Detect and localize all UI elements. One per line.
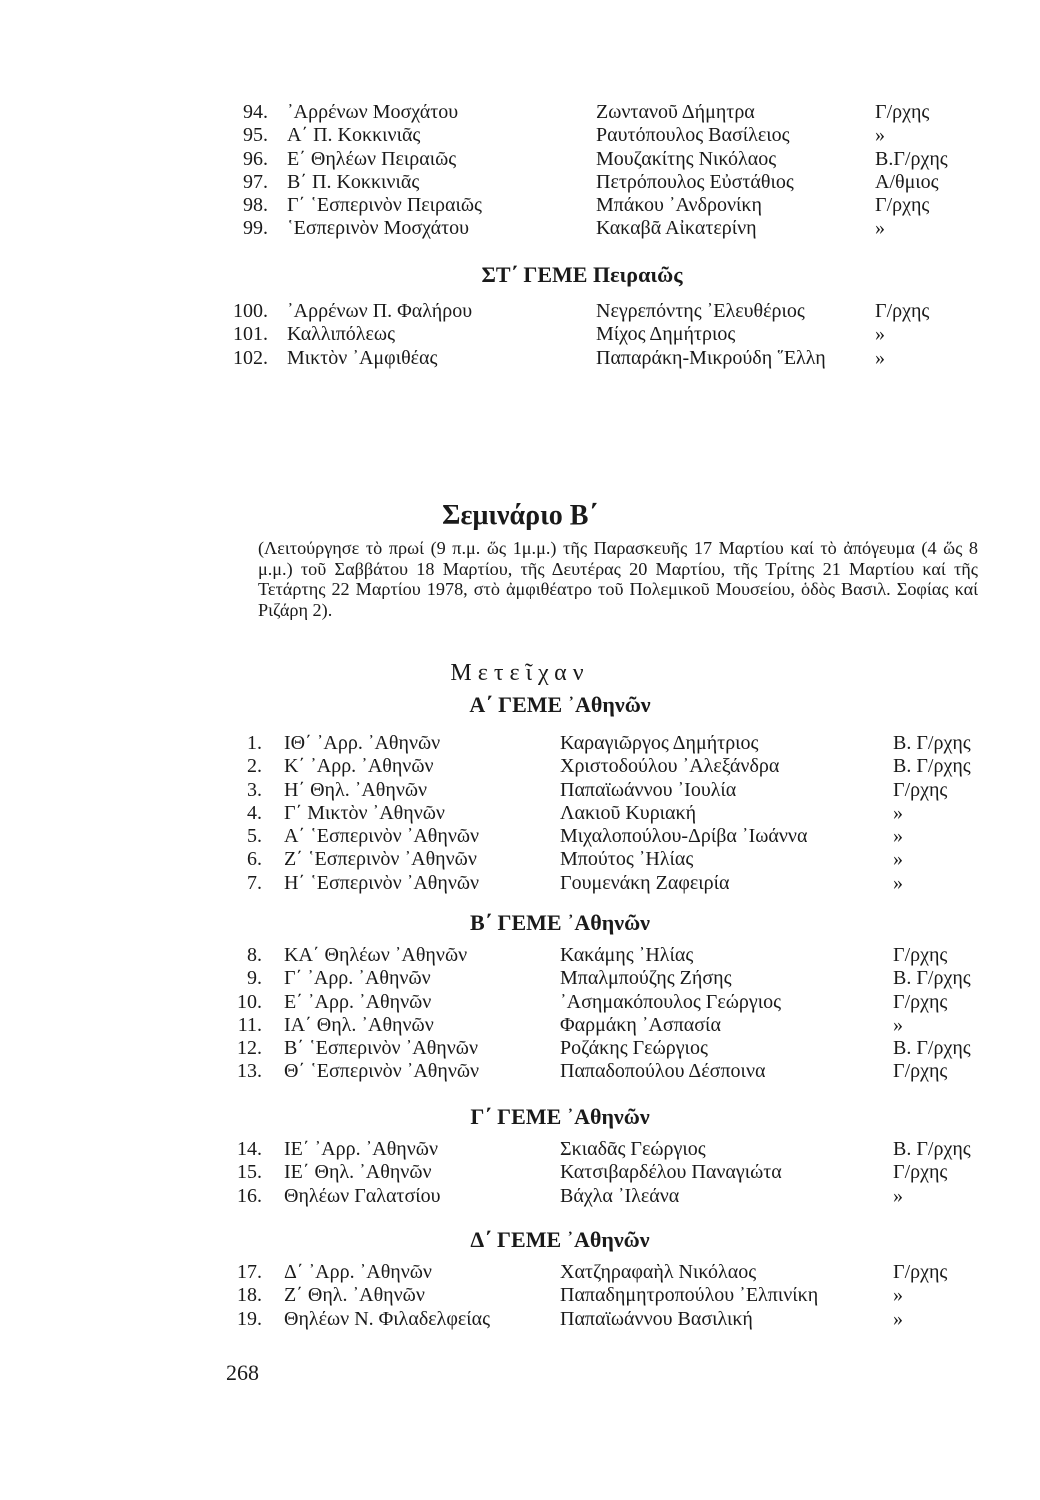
list-row: [0, 323, 1040, 346]
person-name: Ζωντανοῦ Δήμητρα: [596, 101, 755, 123]
entry-number: 15.: [237, 1161, 262, 1184]
entry-number: 99.: [243, 217, 268, 240]
section-heading-c-geme: Γ΄ ΓΕΜΕ ᾿Αθηνῶν: [470, 1104, 650, 1129]
person-name: Κατσιβαρδέλου Παναγιώτα: [560, 1161, 782, 1184]
entry-number: 9.: [247, 967, 262, 990]
entry-number: 2.: [247, 755, 262, 778]
role-title: »: [893, 825, 903, 848]
list-row: [0, 347, 1040, 370]
school-name: Γ΄ ᾿Αρρ. ᾿Αθηνῶν: [284, 967, 431, 990]
section-heading-st-geme: ΣΤ΄ ΓΕΜΕ Πειραιῶς: [481, 262, 683, 287]
entry-number: 7.: [247, 871, 262, 894]
entry-number: 96.: [243, 147, 268, 170]
entry-number: 13.: [237, 1060, 262, 1083]
list-row: [0, 802, 1040, 825]
role-title: Γ/ρχης: [875, 101, 930, 123]
person-name: Μίχος Δημήτριος: [596, 323, 736, 346]
list-row: [0, 755, 1040, 778]
person-name: ᾿Ασημακόπουλος Γεώργιος: [560, 990, 782, 1013]
entry-number: 18.: [237, 1284, 262, 1307]
school-name: Α΄ ῾Εσπερινὸν ᾿Αθηνῶν: [284, 825, 480, 848]
list-row: [0, 217, 1040, 240]
school-name: Β΄ Π. Κοκκινιᾶς: [287, 170, 420, 193]
role-title: Γ/ρχης: [893, 944, 948, 966]
entry-number: 1.: [247, 732, 262, 754]
person-name: Κακαβᾶ Αἰκατερίνη: [596, 217, 757, 240]
school-name: ᾿Αρρένων Μοσχάτου: [287, 101, 459, 123]
list-row: [0, 1060, 1040, 1083]
entry-number: 95.: [243, 124, 268, 147]
role-title: Α/θμιος: [875, 170, 939, 193]
school-name: Ζ΄ ῾Εσπερινὸν ᾿Αθηνῶν: [284, 848, 477, 871]
school-name: Γ΄ ῾Εσπερινὸν Πειραιῶς: [287, 194, 482, 217]
entry-number: 100.: [233, 300, 268, 322]
role-title: Γ/ρχης: [893, 990, 948, 1013]
school-name: Θηλέων Ν. Φιλαδελφείας: [284, 1307, 491, 1330]
role-title: »: [893, 848, 903, 871]
entry-number: 3.: [247, 778, 262, 801]
d-geme-list: [0, 1261, 1040, 1331]
school-name: Δ΄ ᾿Αρρ. ᾿Αθηνῶν: [284, 1261, 432, 1283]
person-name: Μπαλμπούζης Ζήσης: [560, 967, 732, 990]
list-row: [0, 1185, 1040, 1208]
entry-number: 14.: [237, 1138, 262, 1160]
school-name: Γ΄ Μικτὸν ᾿Αθηνῶν: [284, 801, 445, 824]
person-name: Σκιαδᾶς Γεώργιος: [560, 1138, 706, 1160]
entry-number: 11.: [237, 1013, 262, 1036]
list-row: [0, 1037, 1040, 1060]
school-name: ΙΕ΄ Θηλ. ᾿Αθηνῶν: [284, 1161, 432, 1184]
school-name: Μικτὸν ᾿Αμφιθέας: [287, 346, 438, 369]
list-row: [0, 991, 1040, 1014]
person-name: Ροζάκης Γεώργιος: [560, 1037, 708, 1060]
person-name: Πετρόπουλος Εὐστάθιος: [596, 170, 794, 193]
entry-number: 19.: [237, 1307, 262, 1330]
a-geme-list: [0, 732, 1040, 895]
person-name: Παπαϊωάννου Βασιλική: [560, 1307, 753, 1330]
person-name: Παπαράκη-Μικρούδη ῞Ελλη: [596, 346, 826, 369]
list-row: [0, 1138, 1040, 1161]
b-geme-list: [0, 944, 1040, 1084]
person-name: Μιχαλοπούλου-Δρίβα ᾿Ιωάννα: [560, 825, 808, 848]
role-title: »: [875, 124, 885, 147]
section-heading-a-geme: Α΄ ΓΕΜΕ ᾿Αθηνῶν: [469, 692, 651, 717]
role-title: »: [893, 801, 903, 824]
role-title: »: [893, 871, 903, 894]
person-name: Λακιοῦ Κυριακή: [560, 801, 697, 824]
role-title: Γ/ρχης: [893, 1161, 948, 1184]
list-row: [0, 1161, 1040, 1184]
person-name: Καραγιῶργος Δημήτριος: [560, 732, 759, 754]
role-title: »: [893, 1184, 903, 1207]
role-title: Γ/ρχης: [893, 1060, 948, 1083]
school-name: Α΄ Π. Κοκκινιᾶς: [287, 124, 421, 147]
person-name: Μουζακίτης Νικόλαος: [596, 147, 777, 170]
list-row: [0, 124, 1040, 147]
entry-number: 12.: [237, 1037, 262, 1060]
school-name: ῾Εσπερινὸν Μοσχάτου: [287, 217, 470, 240]
school-name: Ε΄ ᾿Αρρ. ᾿Αθηνῶν: [284, 990, 432, 1013]
list-row: [0, 1284, 1040, 1307]
person-name: Παπαδοπούλου Δέσποινα: [560, 1060, 766, 1083]
person-name: Νεγρεπόντης ᾿Ελευθέριος: [596, 300, 805, 322]
entry-number: 6.: [247, 848, 262, 871]
entry-number: 17.: [237, 1261, 262, 1283]
page-number: 268: [226, 1360, 259, 1385]
list-row: [0, 967, 1040, 990]
person-name: Χριστοδούλου ᾿Αλεξάνδρα: [560, 755, 780, 778]
st-geme-list: [0, 300, 1040, 370]
entry-number: 4.: [247, 801, 262, 824]
role-title: Γ/ρχης: [875, 194, 930, 217]
list-row: [0, 825, 1040, 848]
list-row: [0, 171, 1040, 194]
role-title: Β. Γ/ρχης: [893, 967, 971, 990]
list-row: [0, 779, 1040, 802]
school-name: ᾿Αρρένων Π. Φαλήρου: [287, 300, 473, 322]
school-name: Β΄ ῾Εσπερινὸν ᾿Αθηνῶν: [284, 1037, 478, 1060]
list-row: [0, 1014, 1040, 1037]
person-name: Χατζηραφαὴλ Νικόλαος: [560, 1261, 757, 1283]
person-name: Μπάκου ᾿Ανδρονίκη: [596, 194, 762, 217]
school-name: ΙΕ΄ ᾿Αρρ. ᾿Αθηνῶν: [284, 1138, 438, 1160]
entry-number: 98.: [243, 194, 268, 217]
list-row: [0, 1261, 1040, 1284]
school-name: Θ΄ ῾Εσπερινὸν ᾿Αθηνῶν: [284, 1060, 480, 1083]
role-title: Β. Γ/ρχης: [893, 1138, 971, 1160]
role-title: Β. Γ/ρχης: [893, 1037, 971, 1060]
role-title: Β.Γ/ρχης: [875, 147, 948, 170]
role-title: Γ/ρχης: [893, 1261, 948, 1283]
role-title: »: [893, 1307, 903, 1330]
list-row: [0, 732, 1040, 755]
entry-number: 16.: [237, 1184, 262, 1207]
role-title: Γ/ρχης: [875, 300, 930, 322]
seminar-title: Σεμινάριο Β΄: [442, 500, 598, 531]
entry-number: 97.: [243, 170, 268, 193]
entry-number: 102.: [233, 346, 268, 369]
school-name: ΙΘ΄ ᾿Αρρ. ᾿Αθηνῶν: [284, 732, 441, 754]
school-name: ΙΑ΄ Θηλ. ᾿Αθηνῶν: [284, 1013, 434, 1036]
role-title: »: [893, 1284, 903, 1307]
list-row: [0, 848, 1040, 871]
school-name: Κ΄ ᾿Αρρ. ᾿Αθηνῶν: [284, 755, 434, 778]
person-name: Παπαδημητροπούλου ᾿Ελπινίκη: [560, 1284, 819, 1307]
list-row: [0, 872, 1040, 895]
list-row: [0, 194, 1040, 217]
role-title: Γ/ρχης: [893, 778, 948, 801]
school-name: ΚΑ΄ Θηλέων ᾿Αθηνῶν: [284, 944, 468, 966]
list-row: [0, 101, 1040, 124]
school-name: Θηλέων Γαλατσίου: [284, 1184, 441, 1207]
entry-number: 10.: [237, 990, 262, 1013]
role-title: Β. Γ/ρχης: [893, 732, 971, 754]
school-name: Καλλιπόλεως: [287, 323, 395, 346]
entry-number: 5.: [247, 825, 262, 848]
entry-number: 101.: [233, 323, 268, 346]
participated-heading: Μετεῖχαν: [450, 660, 590, 686]
list-row: [0, 300, 1040, 323]
list-row: [0, 148, 1040, 171]
list-row: [0, 1308, 1040, 1331]
list-row: [0, 944, 1040, 967]
c-geme-list: [0, 1138, 1040, 1208]
person-name: Κακάμης ᾿Ηλίας: [560, 944, 694, 966]
role-title: »: [875, 346, 885, 369]
role-title: »: [875, 323, 885, 346]
section-heading-d-geme: Δ΄ ΓΕΜΕ ᾿Αθηνῶν: [470, 1227, 650, 1252]
person-name: Γουμενάκη Ζαφειρία: [560, 871, 730, 894]
school-name: Ε΄ Θηλέων Πειραιῶς: [287, 147, 457, 170]
entry-number: 94.: [243, 101, 268, 123]
person-name: Φαρμάκη ᾿Ασπασία: [560, 1013, 721, 1036]
school-name: Η΄ ῾Εσπερινὸν ᾿Αθηνῶν: [284, 871, 480, 894]
role-title: »: [893, 1013, 903, 1036]
entry-number: 8.: [247, 944, 262, 966]
school-name: Η΄ Θηλ. ᾿Αθηνῶν: [284, 778, 428, 801]
seminar-description: (Λειτούργησε τὸ πρωί (9 π.μ. ὥς 1μ.μ.) τῆς Παρασκευῆς 17 Μαρτίου καί τὸ ἀπόγευμα (4 ὥς 8 μ.μ.) τοῦ Σαββάτου 18 Μαρτίου, τῆς Δευτέρας 20 Μαρτίου, τῆς Τρίτης 21 Μαρτίου καί τῆς Τετάρτης 22 Μαρτίου 1978, στὸ ἀμφιθέατρο τοῦ Πολεμικοῦ Μουσείου, ὁδὸς Βασιλ. Σοφίας καί Ριζάρη 2).: [258, 538, 978, 621]
section-heading-b-geme: Β΄ ΓΕΜΕ ᾿Αθηνῶν: [469, 910, 651, 935]
person-name: Μπούτος ᾿Ηλίας: [560, 848, 694, 871]
role-title: Β. Γ/ρχης: [893, 755, 971, 778]
school-name: Ζ΄ Θηλ. ᾿Αθηνῶν: [284, 1284, 425, 1307]
person-name: Ραυτόπουλος Βασίλειος: [596, 124, 790, 147]
top-list: [0, 101, 1040, 241]
person-name: Παπαϊωάννου ᾿Ιουλία: [560, 778, 737, 801]
role-title: »: [875, 217, 885, 240]
person-name: Βάχλα ᾿Ιλεάνα: [560, 1184, 680, 1207]
